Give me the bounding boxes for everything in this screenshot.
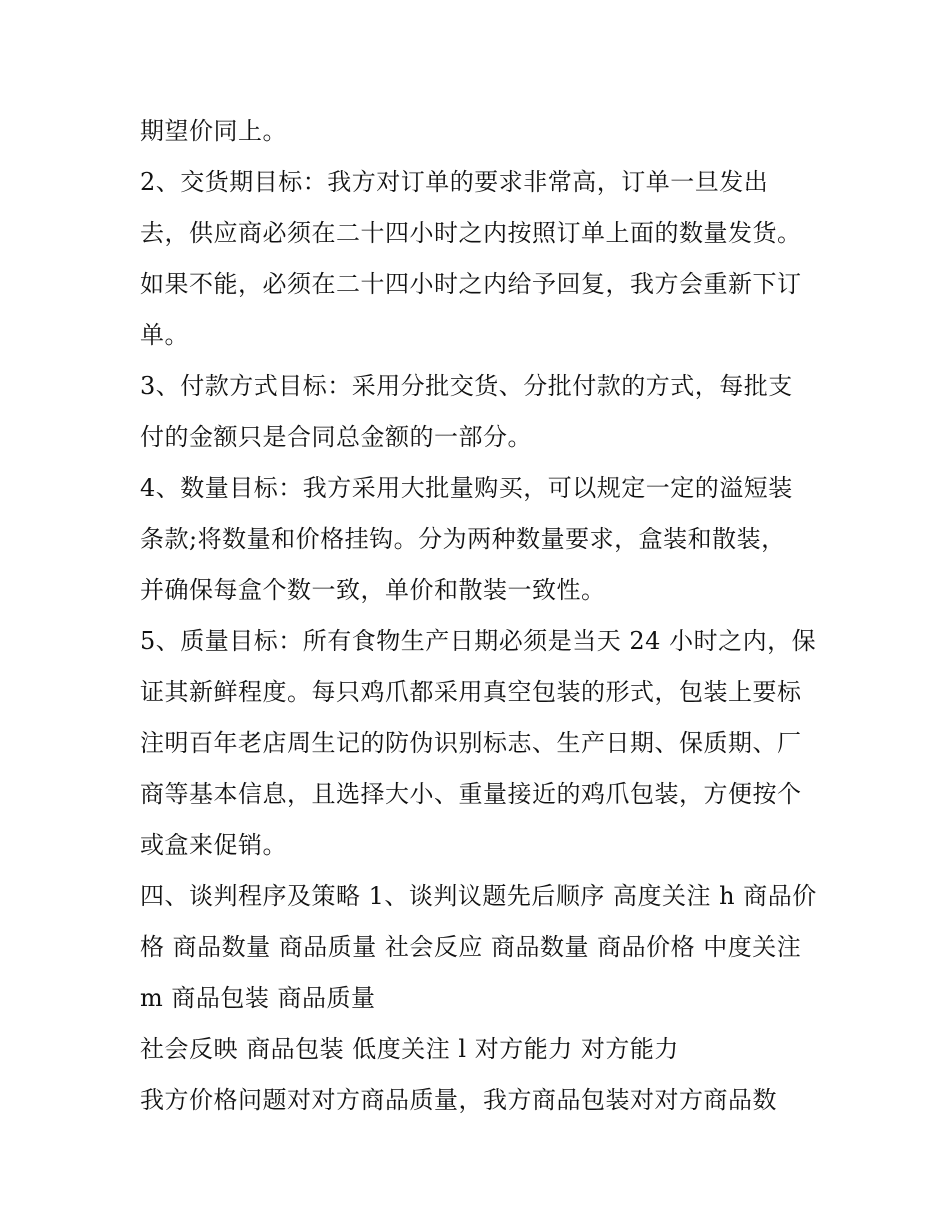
text-line: 商等基本信息，且选择大小、重量接近的鸡爪包装，方便按个 <box>140 780 802 808</box>
text-line: 去，供应商必须在二十四小时之内按照订单上面的数量发货。 <box>140 219 802 247</box>
text-line: 我方价格问题对对方商品质量，我方商品包装对对方商品数 <box>140 1086 777 1114</box>
text-line: 单。 <box>140 321 189 349</box>
text-line: 付的金额只是合同总金额的一部分。 <box>140 423 532 451</box>
text-line: 格 商品数量 商品质量 社会反应 商品数量 商品价格 中度关注 <box>140 933 802 961</box>
text-line: 期望价同上。 <box>140 117 287 145</box>
text-line: 2、交货期目标：我方对订单的要求非常高，订单一旦发出 <box>140 168 769 196</box>
text-line: 证其新鲜程度。每只鸡爪都采用真空包装的形式，包装上要标 <box>140 678 802 706</box>
text-line: 5、质量目标：所有食物生产日期必须是当天 24 小时之内，保 <box>140 627 817 655</box>
text-line: 或盒来促销。 <box>140 831 287 859</box>
text-line: 注明百年老店周生记的防伪识别标志、生产日期、保质期、厂 <box>140 729 802 757</box>
document-body <box>140 106 820 1126</box>
text-line: 社会反映 商品包装 低度关注 l 对方能力 对方能力 <box>140 1035 679 1063</box>
text-line: 四、谈判程序及策略 1、谈判议题先后顺序 高度关注 h 商品价 <box>140 882 817 910</box>
text-line: 3、付款方式目标：采用分批交货、分批付款的方式，每批支 <box>140 372 793 400</box>
text-line: 条款;将数量和价格挂钩。分为两种数量要求，盒装和散装， <box>140 525 786 553</box>
text-line: 如果不能，必须在二十四小时之内给予回复，我方会重新下订 <box>140 270 802 298</box>
text-line: 4、数量目标：我方采用大批量购买，可以规定一定的溢短装 <box>140 474 793 502</box>
text-line: 并确保每盒个数一致，单价和散装一致性。 <box>140 576 606 604</box>
text-line: m 商品包装 商品质量 <box>140 984 376 1012</box>
